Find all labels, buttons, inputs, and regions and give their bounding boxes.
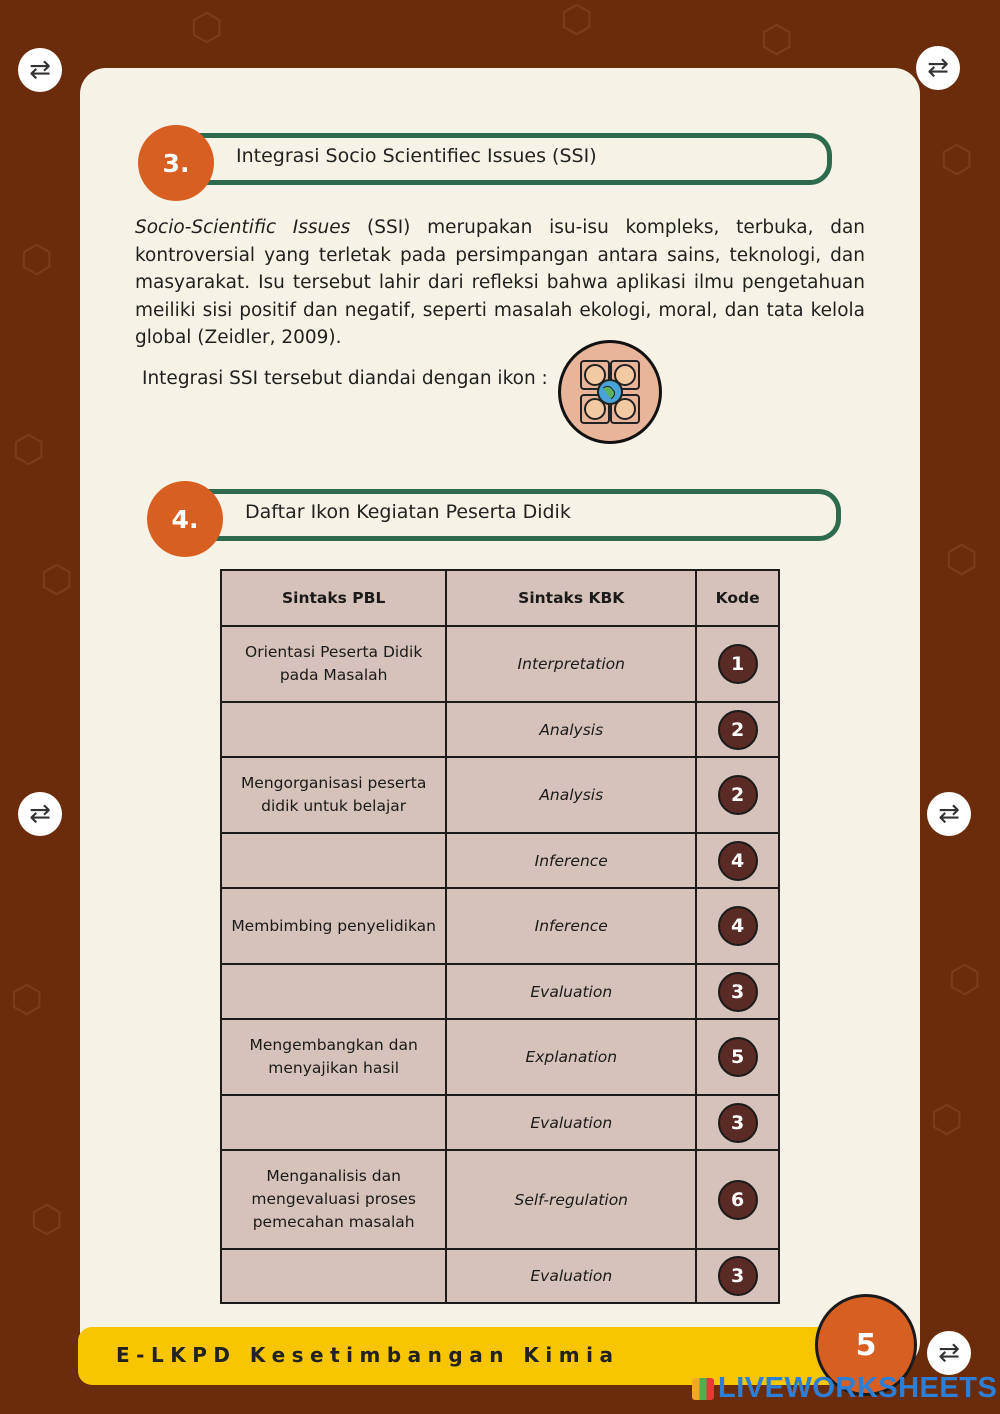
code-badge: 1	[718, 644, 758, 684]
hexagon-pattern-icon: ⬡	[930, 1097, 964, 1141]
kode-cell	[696, 1150, 779, 1249]
ssi-description: (SSI) merupakan isu-isu kompleks, terbuka, dan kontroversial yang terletak pada persimpangan antara sains, teknologi, dan masyarakat. Isu tersebut lahir dari refleksi bahwa aplikasi ilmu pengetahuan meiliki sisi positif dan negatif, seperti masalah ekologi, moral, dan tata kelola global (Zeidler, 2009).	[135, 217, 866, 349]
hexagon-pattern-icon: ⬡	[20, 237, 54, 281]
pbl-cell: Mengorganisasi peserta didik untuk belajar	[221, 757, 446, 833]
code-badge: 2	[718, 775, 758, 815]
swap-arrows-icon[interactable]: ⇄	[18, 48, 62, 92]
kbk-cell: Self-regulation	[446, 1150, 696, 1249]
table-row	[221, 1019, 779, 1095]
swap-arrows-icon[interactable]: ⇄	[916, 46, 960, 90]
footer-title: E-LKPD Kesetimbangan Kimia	[116, 1343, 620, 1367]
table-header-row	[221, 570, 779, 626]
pbl-cell	[221, 702, 446, 757]
swap-arrows-icon[interactable]: ⇄	[927, 1331, 971, 1375]
ssi-term: Socio-Scientific Issues	[135, 217, 351, 238]
table-row	[221, 1095, 779, 1150]
ssi-paragraph	[135, 214, 865, 352]
pbl-cell: Orientasi Peserta Didik pada Masalah	[221, 626, 446, 702]
code-badge: 3	[718, 1256, 758, 1296]
header-sintaks-pbl: Sintaks PBL	[221, 570, 446, 626]
kode-cell	[696, 964, 779, 1019]
kode-cell	[696, 1095, 779, 1150]
table-row	[221, 626, 779, 702]
kode-cell	[696, 888, 779, 964]
hexagon-pattern-icon: ⬡	[940, 137, 974, 181]
hexagon-pattern-icon: ⬡	[40, 557, 74, 601]
hexagon-pattern-icon: ⬡	[560, 0, 594, 41]
code-badge: 5	[718, 1037, 758, 1077]
code-badge: 2	[718, 710, 758, 750]
kbk-cell: Evaluation	[446, 1249, 696, 1303]
section-4-title: Daftar Ikon Kegiatan Peserta Didik	[245, 501, 571, 523]
kbk-cell: Inference	[446, 888, 696, 964]
section-3-number: 3.	[138, 125, 214, 201]
activity-icon-table	[220, 569, 780, 1304]
hexagon-pattern-icon: ⬡	[945, 537, 979, 581]
code-badge: 3	[718, 1103, 758, 1143]
code-badge: 3	[718, 972, 758, 1012]
pbl-cell	[221, 964, 446, 1019]
kode-cell	[696, 1249, 779, 1303]
kbk-cell: Analysis	[446, 702, 696, 757]
hexagon-pattern-icon: ⬡	[30, 1197, 64, 1241]
kbk-cell: Interpretation	[446, 626, 696, 702]
header-sintaks-kbk: Sintaks KBK	[446, 570, 696, 626]
kode-cell	[696, 1019, 779, 1095]
code-badge: 4	[718, 906, 758, 946]
table-row	[221, 833, 779, 888]
header-kode: Kode	[696, 570, 779, 626]
section-4-header	[147, 489, 841, 549]
table-row	[221, 964, 779, 1019]
pbl-cell: Membimbing penyelidikan	[221, 888, 446, 964]
kode-cell	[696, 702, 779, 757]
table-row	[221, 702, 779, 757]
pbl-cell: Mengembangkan dan menyajikan hasil	[221, 1019, 446, 1095]
section-3-title: Integrasi Socio Scientifiec Issues (SSI)	[236, 145, 597, 167]
table-row	[221, 888, 779, 964]
watermark-text: LIVEWORKSHEETS	[718, 1372, 998, 1404]
liveworksheets-watermark	[692, 1372, 997, 1405]
hexagon-pattern-icon: ⬡	[10, 977, 44, 1021]
hexagon-pattern-icon: ⬡	[760, 17, 794, 61]
kbk-cell: Analysis	[446, 757, 696, 833]
kbk-cell: Explanation	[446, 1019, 696, 1095]
kode-cell	[696, 626, 779, 702]
pbl-cell	[221, 1095, 446, 1150]
ssi-people-globe-icon	[558, 340, 662, 444]
table-row	[221, 1249, 779, 1303]
swap-arrows-icon[interactable]: ⇄	[927, 792, 971, 836]
page-number: 5	[815, 1294, 917, 1396]
code-badge: 6	[718, 1180, 758, 1220]
liveworksheets-logo-icon	[692, 1378, 714, 1400]
kode-cell	[696, 757, 779, 833]
hexagon-pattern-icon: ⬡	[948, 957, 982, 1001]
hexagon-pattern-icon: ⬡	[190, 5, 224, 49]
pbl-cell	[221, 833, 446, 888]
code-badge: 4	[718, 841, 758, 881]
kode-cell	[696, 833, 779, 888]
pbl-cell: Menganalisis dan mengevaluasi proses pemecahan masalah	[221, 1150, 446, 1249]
kbk-cell: Evaluation	[446, 1095, 696, 1150]
table-row	[221, 757, 779, 833]
section-3-header	[138, 133, 832, 193]
table-row	[221, 1150, 779, 1249]
hexagon-pattern-icon: ⬡	[12, 427, 46, 471]
kbk-cell: Evaluation	[446, 964, 696, 1019]
kbk-cell: Inference	[446, 833, 696, 888]
pbl-cell	[221, 1249, 446, 1303]
section-4-number: 4.	[147, 481, 223, 557]
ssi-icon-caption: Integrasi SSI tersebut diandai dengan ikon :	[142, 368, 548, 389]
swap-arrows-icon[interactable]: ⇄	[18, 792, 62, 836]
